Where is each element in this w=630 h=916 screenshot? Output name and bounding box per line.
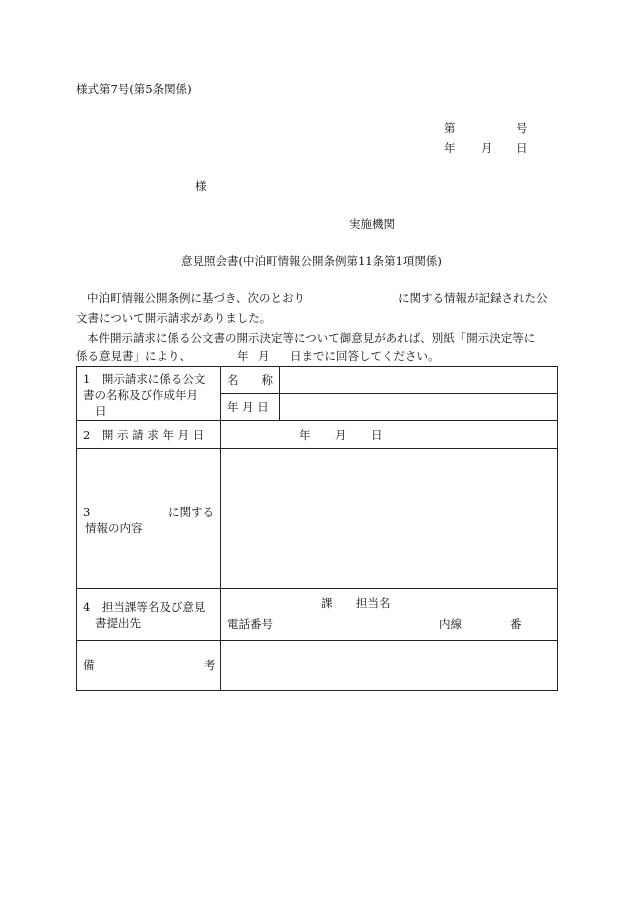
row1-name-label: 名 称 bbox=[227, 373, 273, 387]
para2-mid: 係る意見書」により、 bbox=[76, 349, 191, 363]
row4-extension: 内線 bbox=[439, 617, 462, 631]
row1-label-line1: 1 開示請求に係る公文 bbox=[83, 372, 206, 386]
para2-month: 月 bbox=[258, 349, 270, 363]
document-name-field[interactable] bbox=[280, 367, 558, 394]
inquiry-form-table bbox=[76, 366, 558, 691]
para2-year: 年 bbox=[237, 349, 249, 363]
row1-label-line3: 日 bbox=[95, 404, 107, 418]
addressee-suffix: 様 bbox=[195, 179, 207, 193]
request-date-field[interactable] bbox=[221, 421, 558, 449]
row2-day: 日 bbox=[371, 428, 383, 442]
row1-label-line2: 書の名称及び作成年月 bbox=[83, 388, 198, 402]
row3-label-a: に関する bbox=[168, 505, 214, 519]
form-number: 様式第7号(第5条関係) bbox=[76, 82, 192, 96]
row5-label-cell bbox=[77, 641, 221, 691]
row2-label-cell bbox=[77, 421, 221, 449]
row3-number: 3 bbox=[83, 505, 91, 519]
row4-phone: 電話番号 bbox=[227, 617, 273, 631]
remarks-field[interactable] bbox=[221, 641, 558, 691]
para1-end: 文書について開示請求がありました。 bbox=[76, 311, 272, 325]
row2-label: 2 開 示 請 求 年 月 日 bbox=[83, 428, 205, 442]
row4-label-cell bbox=[77, 589, 221, 641]
sender-name: 実施機関 bbox=[349, 217, 395, 231]
doc-number-suffix: 号 bbox=[516, 121, 528, 135]
row4-person: 担当名 bbox=[356, 596, 391, 610]
row1-name-label-cell bbox=[221, 367, 280, 394]
row4-label-line2: 書提出先 bbox=[95, 616, 141, 630]
document-title: 意見照会書(中泊町情報公開条例第11条第1項関係) bbox=[181, 254, 442, 268]
row4-label-line1: 4 担当課等名及び意見 bbox=[83, 600, 206, 614]
contact-field[interactable] bbox=[221, 589, 558, 641]
row5-label-a: 備 bbox=[83, 658, 95, 672]
date-month: 月 bbox=[481, 141, 493, 155]
row3-label-b: 情報の内容 bbox=[85, 521, 143, 535]
row2-year: 年 bbox=[299, 428, 311, 442]
doc-number-prefix: 第 bbox=[444, 121, 456, 135]
para2-tail: 日までに回答してください。 bbox=[290, 349, 440, 363]
information-content-field[interactable] bbox=[221, 449, 558, 589]
row4-section: 課 bbox=[321, 596, 333, 610]
para2-start: 本件開示請求に係る公文書の開示決定等について御意見があれば、別紙「開示決定等に bbox=[87, 331, 536, 345]
row1-date-label-cell bbox=[221, 394, 280, 421]
para1-mid: に関する情報が記録された公 bbox=[398, 291, 548, 305]
row1-label-cell bbox=[77, 367, 221, 421]
row2-month: 月 bbox=[335, 428, 347, 442]
para1-start: 中泊町情報公開条例に基づき、次のとおり bbox=[87, 291, 306, 305]
date-day: 日 bbox=[516, 141, 528, 155]
document-date-field[interactable] bbox=[280, 394, 558, 421]
row1-date-label: 年 月 日 bbox=[227, 400, 269, 414]
date-year: 年 bbox=[444, 141, 456, 155]
row4-extension-suffix: 番 bbox=[510, 617, 522, 631]
row3-label-cell bbox=[77, 449, 221, 589]
row5-label-b: 考 bbox=[204, 658, 216, 672]
